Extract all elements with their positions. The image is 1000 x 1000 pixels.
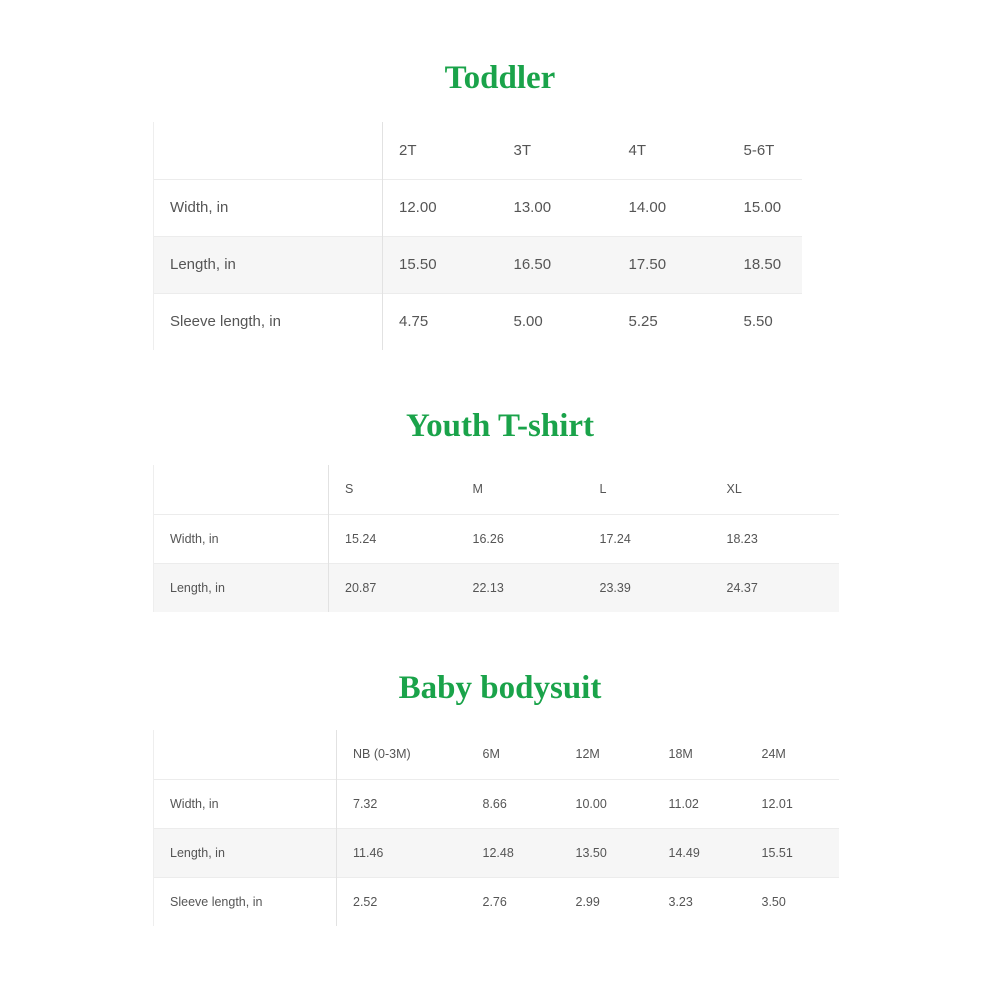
youth-title: Youth T-shirt bbox=[406, 408, 594, 444]
row-label: Length, in bbox=[154, 236, 383, 293]
row-label: Width, in bbox=[154, 514, 329, 563]
table-cell: 12.48 bbox=[482, 845, 514, 860]
column-header: NB (0-3M) bbox=[353, 747, 411, 762]
youth-size-table bbox=[153, 465, 839, 612]
table-row bbox=[154, 236, 802, 293]
table-row bbox=[154, 514, 839, 563]
table-row bbox=[154, 563, 839, 612]
table-row bbox=[154, 779, 839, 828]
column-header: 4T bbox=[628, 141, 647, 159]
header-corner-cell bbox=[154, 465, 329, 514]
table-cell: 15.00 bbox=[743, 199, 782, 216]
row-label: Length, in bbox=[154, 828, 337, 877]
table-row bbox=[154, 293, 802, 350]
table-row bbox=[154, 179, 802, 236]
table-cell: 15.24 bbox=[345, 531, 377, 546]
table-cell: 7.32 bbox=[353, 796, 378, 811]
header-corner-cell bbox=[154, 730, 337, 779]
table-cell: 12.00 bbox=[399, 199, 437, 216]
row-label: Sleeve length, in bbox=[154, 293, 383, 350]
table-cell: 5.00 bbox=[513, 313, 543, 331]
table-cell: 18.23 bbox=[726, 531, 758, 546]
row-label: Width, in bbox=[154, 179, 383, 236]
column-header: L bbox=[599, 482, 607, 497]
table-cell: 2.99 bbox=[575, 894, 600, 909]
table-cell: 24.37 bbox=[726, 580, 758, 595]
column-header: 12M bbox=[575, 747, 600, 762]
column-header: XL bbox=[726, 482, 742, 497]
table-cell: 16.50 bbox=[513, 256, 552, 273]
table-cell: 22.13 bbox=[472, 580, 504, 595]
table-cell: 5.50 bbox=[743, 313, 773, 331]
table-row bbox=[154, 828, 839, 877]
baby-size-table bbox=[153, 730, 839, 926]
column-header: 2T bbox=[399, 141, 417, 159]
table-header-row bbox=[154, 730, 839, 779]
table-cell: 23.39 bbox=[599, 580, 631, 595]
baby-title: Baby bodysuit bbox=[398, 670, 602, 706]
toddler-size-table bbox=[153, 122, 802, 350]
table-cell: 15.50 bbox=[399, 256, 437, 273]
column-header: 5-6T bbox=[743, 141, 775, 159]
table-cell: 16.26 bbox=[472, 531, 504, 546]
column-header: 6M bbox=[482, 747, 500, 762]
row-label: Width, in bbox=[154, 779, 337, 828]
column-header: 24M bbox=[761, 747, 786, 762]
column-header: S bbox=[345, 482, 354, 497]
table-cell: 14.49 bbox=[668, 845, 700, 860]
table-cell: 15.51 bbox=[761, 845, 793, 860]
header-corner-cell bbox=[154, 122, 383, 179]
table-row bbox=[154, 877, 839, 926]
table-cell: 8.66 bbox=[482, 796, 507, 811]
table-cell: 11.02 bbox=[668, 796, 699, 811]
table-cell: 3.50 bbox=[761, 894, 786, 909]
table-cell: 17.50 bbox=[628, 256, 667, 273]
table-cell: 2.52 bbox=[353, 894, 378, 909]
table-header-row bbox=[154, 465, 839, 514]
table-cell: 20.87 bbox=[345, 580, 377, 595]
table-cell: 13.00 bbox=[513, 199, 552, 216]
table-cell: 13.50 bbox=[575, 845, 607, 860]
row-label: Sleeve length, in bbox=[154, 877, 337, 926]
table-cell: 5.25 bbox=[628, 313, 658, 331]
table-cell: 3.23 bbox=[668, 894, 693, 909]
row-label: Length, in bbox=[154, 563, 329, 612]
column-header: 18M bbox=[668, 747, 693, 762]
table-cell: 17.24 bbox=[599, 531, 631, 546]
table-cell: 10.00 bbox=[575, 796, 607, 811]
table-cell: 12.01 bbox=[761, 796, 793, 811]
table-header-row bbox=[154, 122, 802, 179]
table-cell: 2.76 bbox=[482, 894, 507, 909]
column-header: 3T bbox=[513, 141, 532, 159]
toddler-title: Toddler bbox=[444, 60, 556, 96]
table-cell: 4.75 bbox=[399, 313, 429, 331]
table-cell: 14.00 bbox=[628, 199, 667, 216]
column-header: M bbox=[472, 482, 483, 497]
table-cell: 18.50 bbox=[743, 256, 782, 273]
table-cell: 11.46 bbox=[353, 845, 384, 860]
